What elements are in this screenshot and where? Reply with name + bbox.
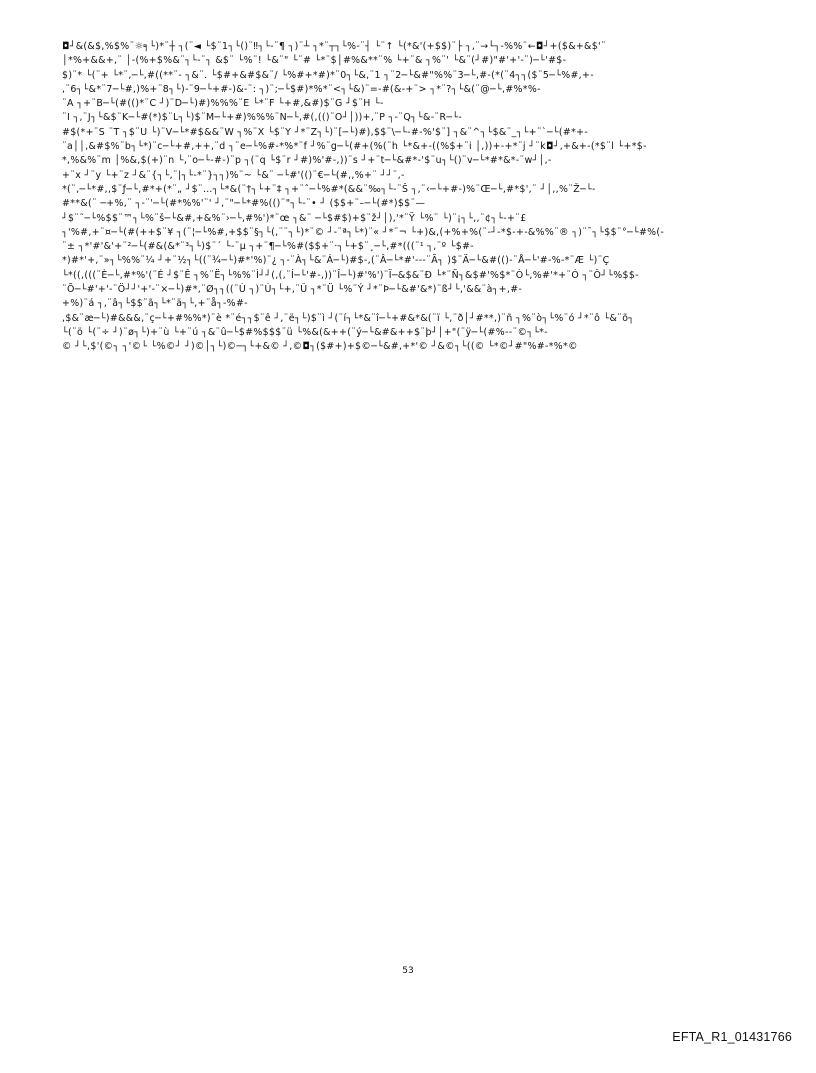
text-line: ◘┘&(&$,%$%¨☼╕└)*¨┼ ┐(¨◄ └$¨1┐└()¨‼┐└-¨¶ ┐)¨┴ ┐*¨┬┐└%-¨┤ └¨↑ └(*&'(+$$)¨├ ┐,¨→└┐-%%¨←◘┘+($&+&$'¨ [62, 41, 606, 52]
document-body [62, 40, 762, 355]
text-line: *,%&%¨m │%&,$(+)¨n └,¨o─└-#-)¨p ┐(¨q └$¨r ┘#)%'#-,))¨s ┘+¨t─└&#*-'$¨u┐└()¨v─└*#*&*-¨w┘│,- [62, 155, 552, 167]
text-line: ¨± ┐*'#'&'+¨²─└(#&(&*¨³┐└)$¨´ └-¨µ ┐+¨¶─└%#($$+¨·┐└+$¨¸─└,#*(((¨¹ ┐,¨º └$#- [62, 241, 475, 253]
text-line: ¨Õ─└#'+'-¨Ö┘┘'+'-¨×─└)#*,¨Ø┐┐((¨Ù ┐)¨Ú┐└+,¨Û ┐*¨Ü └%¨Ý ┘*¨Þ─└&#'&*)¨ß┘└,'&&¨à┐+,#- [62, 284, 523, 296]
text-line: +¨x ┘¨y └+¨z ┘&¨{┐└,¨|┐└-*¨}┐┐)%¨~ └&¨ ─└#'(()¨€─└(#,,%+¨ ┘┘¨‚- [62, 169, 405, 181]
text-line: └(¨ö └(¨÷ ┘)¨ø┐└)+¨ù └+¨ú ┐&¨û─└$#%$$$¨ü └%&(&++(¨ý─└&#&++$¨þ┘│+"(¨ÿ─└(#%--¨©┐└*- [62, 326, 548, 338]
text-line: ,¨6┐└&*¨7─└#,)%+¨8┐└)-¨9─└+#-)&-¨: ┐)¨;─└$#)*%*¨<┐└&)¨=-#(&-+¨> ┐*¨?┐└&(¨@─└,#%*%- [62, 83, 541, 95]
text-line: $)¨* └(¨+ └*¨,─└,#((**¨- ┐&¨. └$#+&#$&¨/ └%#+*#)*¨0┐└&,¨1 ┐¨2─└&#"%%¨3─└,#-(*(¨4┐┐($¨5─└%#,+- [62, 69, 594, 81]
text-line: #**&(¨ ─+%,¨ ┐-¨'─└(#*%%'¨' ┘,¨"─└*#%(()¨"┐└-¨• ┘ ($$+¨–─└(#*)$$¨— [62, 198, 426, 210]
text-line: ¨I ┐,¨J┐└&$¨K─└#(*)$¨L┐└)$¨M─└+#)%%%¨N─└,#(,(()¨O┘│))+,¨P ┐-¨Q┐└&-¨R─└- [62, 112, 463, 124]
text-line: +%)¨á ┐,¨â┐└$$¨ã┐└*¨ä┐└,+¨å┐-%#- [62, 298, 248, 310]
text-line: #$(*+¨S ¨T ┐$¨U └)¨V─└*#$&&¨W ┐%¨X └$¨Y ┘*¨Z┐└)¨[─└)#),$$¨\─└-#-%'$¨] ┐&¨^┐└$&¨_┐└+¨`─└(#*+- [62, 126, 589, 138]
text-line: ┐'%#,+¨¤─└(#(++$¨¥ ┐(¨¦─└%#,+$$¨§┐└(,¨¨┐└)*¨© ┘-¨ª┐└*)¨« ┘*¨¬ └+)&,(+%+%(¨-┘-*$-+-&%%¨® ┐)¨¯┐└$$¨°─└#%(- [62, 226, 665, 238]
page-number: 53 [402, 966, 414, 976]
text-line: ┘$¨˜─└%$$¨™┐└%¨š─└&#,+&%¨›─└,#%')*¨œ ┐&¨ ─└$#$)+$¨ž┘│),'*¨Ÿ └%¨ └)¨¡┐└,,¨¢┐└-+¨£ [62, 212, 527, 224]
text-line: © ┘└,$'(©┐ ┐'©└ └%©┘ ┘)©│┐└)©─┐└+&© ┘,©◘┐($#+)+$©─└&#,+*'© ┘&©┐└((© └*©┘#"%#-*%*© [62, 341, 578, 353]
text-line: ¨A ┐+¨B─└(#(()*¨C ┘)¨D─└)#)%%%¨E └*¨F └+#,&#)$¨G ┘$¨H └- [62, 98, 384, 110]
text-line: *)#*'+,¨»┐└%%¨¼ ┘+¨½┐└((¨¾─└)#*'%)¨¿ ┐-¨À┐└&¨Á─└)#$-,(¨Â─└*#'---¨Ã┐ )$¨Ä─└&#(()-¨Å─└'#-%-*¨Æ └)¨Ç [62, 255, 610, 267]
document-id-footer: EFTA_R1_01431766 [672, 1030, 792, 1044]
text-line: *(¨,─└*#,,$¨ƒ─└,#*+(*¨„ ┘$¨…┐└*&(¨†┐└+¨‡ ┐+¨ˆ─└%#*(&&¨‰┐└-¨Š ┐,¨‹─└+#-)%¨Œ─└,#*$',¨ ┘│,,%¨Ž─└- [62, 183, 596, 195]
text-line: └*((,(((¨È─└,#*%'(¨É ┘$¨Ê ┐%¨Ë┐└%%¨Ì┘┘(,(,¨Í─└'#-,))¨Î─└)#'%')¨Ï─&$&¨Ð └*¨Ñ┐&$#'%$*¨Ò└,%#'*+¨Ó ┐¨Ô┘└%$$- [62, 269, 639, 281]
text-line: ,$&¨æ─└)#&&&,¨ç─└+#%%*)¨è *¨é┐┐$¨ê ┘,¨ë┐└)$¨ì ┘(¨í┐└*&¨î─└+#&*&(¨ï └,¨ð│┘#**,)¨ñ ┐%¨ò┐└%¨ó ┘*¨ô └&¨õ┐ [62, 312, 635, 324]
text-line: ¨a││,&#$%¨b┐└*)¨c─└+#,++,¨d ┐¨e─└%#-*%*¨f ┘%¨g─└(#+(%(¨h └*&+-((%$+¨i │,))+-+*¨j ┘¨k◘┘,+&+-(*$¨l └+*$- [62, 141, 647, 153]
text-line: │*%+&&+,¨ │-(%+$%&¨┐└-¨┐ &$¨ └%¨! └&¨" └¨# └*¨$│#%&**¨% └+¨& ┐%¨' └&¨(┘#)"#'+'-¨)─└'#$- [62, 55, 567, 67]
